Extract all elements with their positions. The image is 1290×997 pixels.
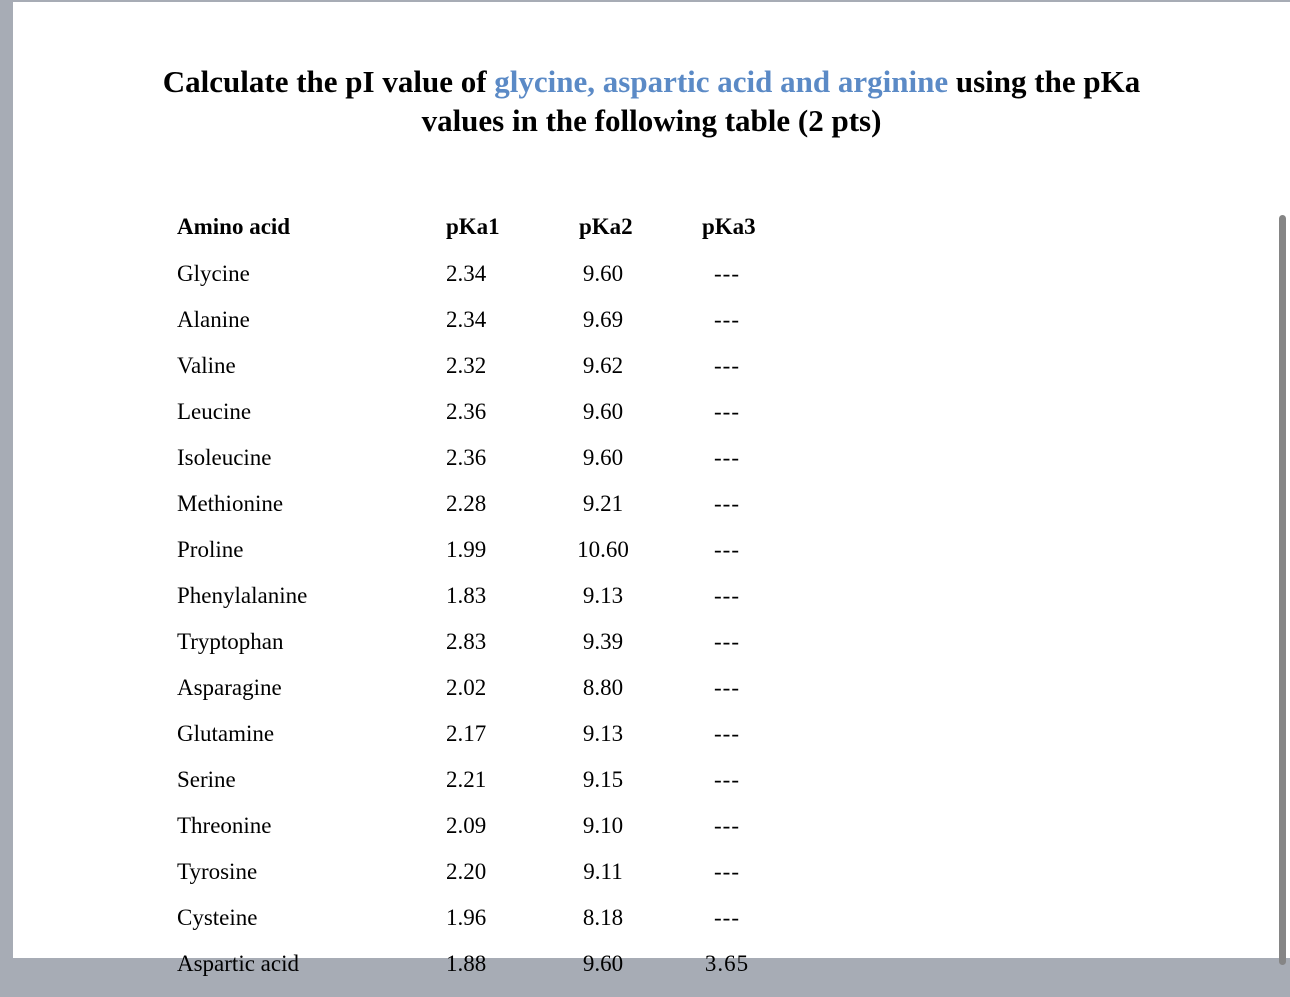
question-highlight: glycine, aspartic acid and arginine (494, 64, 949, 99)
cell-amino-acid: Tryptophan (177, 629, 284, 654)
cell-pka3: 3.65 (704, 951, 750, 976)
cell-amino-acid: Valine (177, 353, 236, 378)
table-row (13, 859, 1290, 905)
question-prefix: Calculate the pI value of (162, 64, 495, 99)
cell-amino-acid: Phenylalanine (177, 583, 308, 608)
table-row (13, 537, 1290, 583)
cell-amino-acid: Proline (177, 537, 244, 562)
cell-amino-acid: Glycine (177, 261, 250, 286)
cell-pka1: 2.83 (446, 629, 487, 654)
cell-amino-acid: Leucine (177, 399, 252, 424)
cell-pka2: 9.60 (582, 261, 624, 286)
cell-pka3: --- (714, 629, 740, 654)
cell-pka2: 8.80 (582, 675, 624, 700)
question-line2: values in the following table (2 pts) (421, 103, 882, 138)
table-row (13, 399, 1290, 445)
cell-pka3: --- (714, 583, 740, 608)
cell-pka2: 9.11 (583, 859, 623, 884)
cell-amino-acid: Tyrosine (177, 859, 258, 884)
cell-pka1: 2.20 (446, 859, 487, 884)
table-row (13, 445, 1290, 491)
cell-pka1: 1.88 (446, 951, 487, 976)
cell-pka3: --- (714, 813, 740, 838)
cell-pka3: --- (714, 353, 740, 378)
cell-pka2: 9.62 (582, 353, 624, 378)
cell-pka3: --- (714, 445, 740, 470)
cell-pka1: 2.09 (446, 813, 487, 838)
table-row (13, 675, 1290, 721)
cell-pka2: 9.13 (582, 721, 624, 746)
table-row (13, 353, 1290, 399)
cell-pka2: 9.60 (582, 399, 624, 424)
cell-pka1: 1.96 (446, 905, 487, 930)
cell-pka2: 9.21 (582, 491, 624, 516)
cell-pka1: 1.83 (446, 583, 487, 608)
cell-pka1: 2.21 (446, 767, 487, 792)
cell-pka2: 9.13 (582, 583, 624, 608)
table-header-row (13, 214, 1290, 260)
cell-pka1: 2.36 (446, 399, 487, 424)
cell-amino-acid: Threonine (177, 813, 272, 838)
cell-pka3: --- (714, 675, 740, 700)
table-row (13, 629, 1290, 675)
cell-pka2: 9.10 (582, 813, 624, 838)
cell-pka3: --- (714, 399, 740, 424)
header-amino-acid: Amino acid (177, 214, 291, 239)
cell-amino-acid: Isoleucine (177, 445, 272, 470)
question-suffix: using the pKa (948, 64, 1141, 99)
cell-pka1: 2.17 (446, 721, 487, 746)
table-row (13, 721, 1290, 767)
cell-pka3: --- (714, 905, 740, 930)
cell-pka1: 2.02 (446, 675, 487, 700)
cell-pka3: --- (714, 859, 740, 884)
cell-amino-acid: Cysteine (177, 905, 258, 930)
cell-pka1: 2.34 (446, 307, 487, 332)
header-pka1: pKa1 (446, 214, 500, 239)
cell-pka2: 9.60 (582, 951, 624, 976)
table-row (13, 583, 1290, 629)
cell-pka2: 9.69 (582, 307, 624, 332)
cell-pka2: 9.15 (582, 767, 624, 792)
cell-pka1: 2.34 (446, 261, 487, 286)
cell-pka1: 1.99 (446, 537, 487, 562)
header-pka2: pKa2 (579, 214, 633, 239)
cell-pka2: 9.60 (582, 445, 624, 470)
cell-pka3: --- (714, 767, 740, 792)
cell-amino-acid: Asparagine (177, 675, 282, 700)
cell-amino-acid: Methionine (177, 491, 284, 516)
cell-pka3: --- (714, 307, 740, 332)
cell-amino-acid: Glutamine (177, 721, 275, 746)
cell-pka2: 8.18 (582, 905, 624, 930)
cell-pka2: 9.39 (582, 629, 624, 654)
table-row (13, 767, 1290, 813)
table-row (13, 813, 1290, 859)
cell-pka2: 10.60 (577, 537, 629, 562)
vertical-scrollbar[interactable] (1279, 215, 1286, 965)
question-heading (13, 62, 1290, 140)
cell-pka1: 2.28 (446, 491, 487, 516)
table-row (13, 491, 1290, 537)
cell-amino-acid: Alanine (177, 307, 250, 332)
cell-amino-acid: Serine (177, 767, 236, 792)
table-row (13, 307, 1290, 353)
document-page (13, 2, 1290, 976)
table-row (13, 261, 1290, 307)
table-row (13, 951, 1290, 997)
cell-pka1: 2.36 (446, 445, 487, 470)
cell-pka3: --- (714, 491, 740, 516)
cell-pka1: 2.32 (446, 353, 487, 378)
table-row (13, 905, 1290, 951)
cell-amino-acid: Aspartic acid (177, 951, 299, 976)
header-pka3: pKa3 (702, 214, 756, 239)
cell-pka3: --- (714, 261, 740, 286)
cell-pka3: --- (714, 537, 740, 562)
cell-pka3: --- (714, 721, 740, 746)
